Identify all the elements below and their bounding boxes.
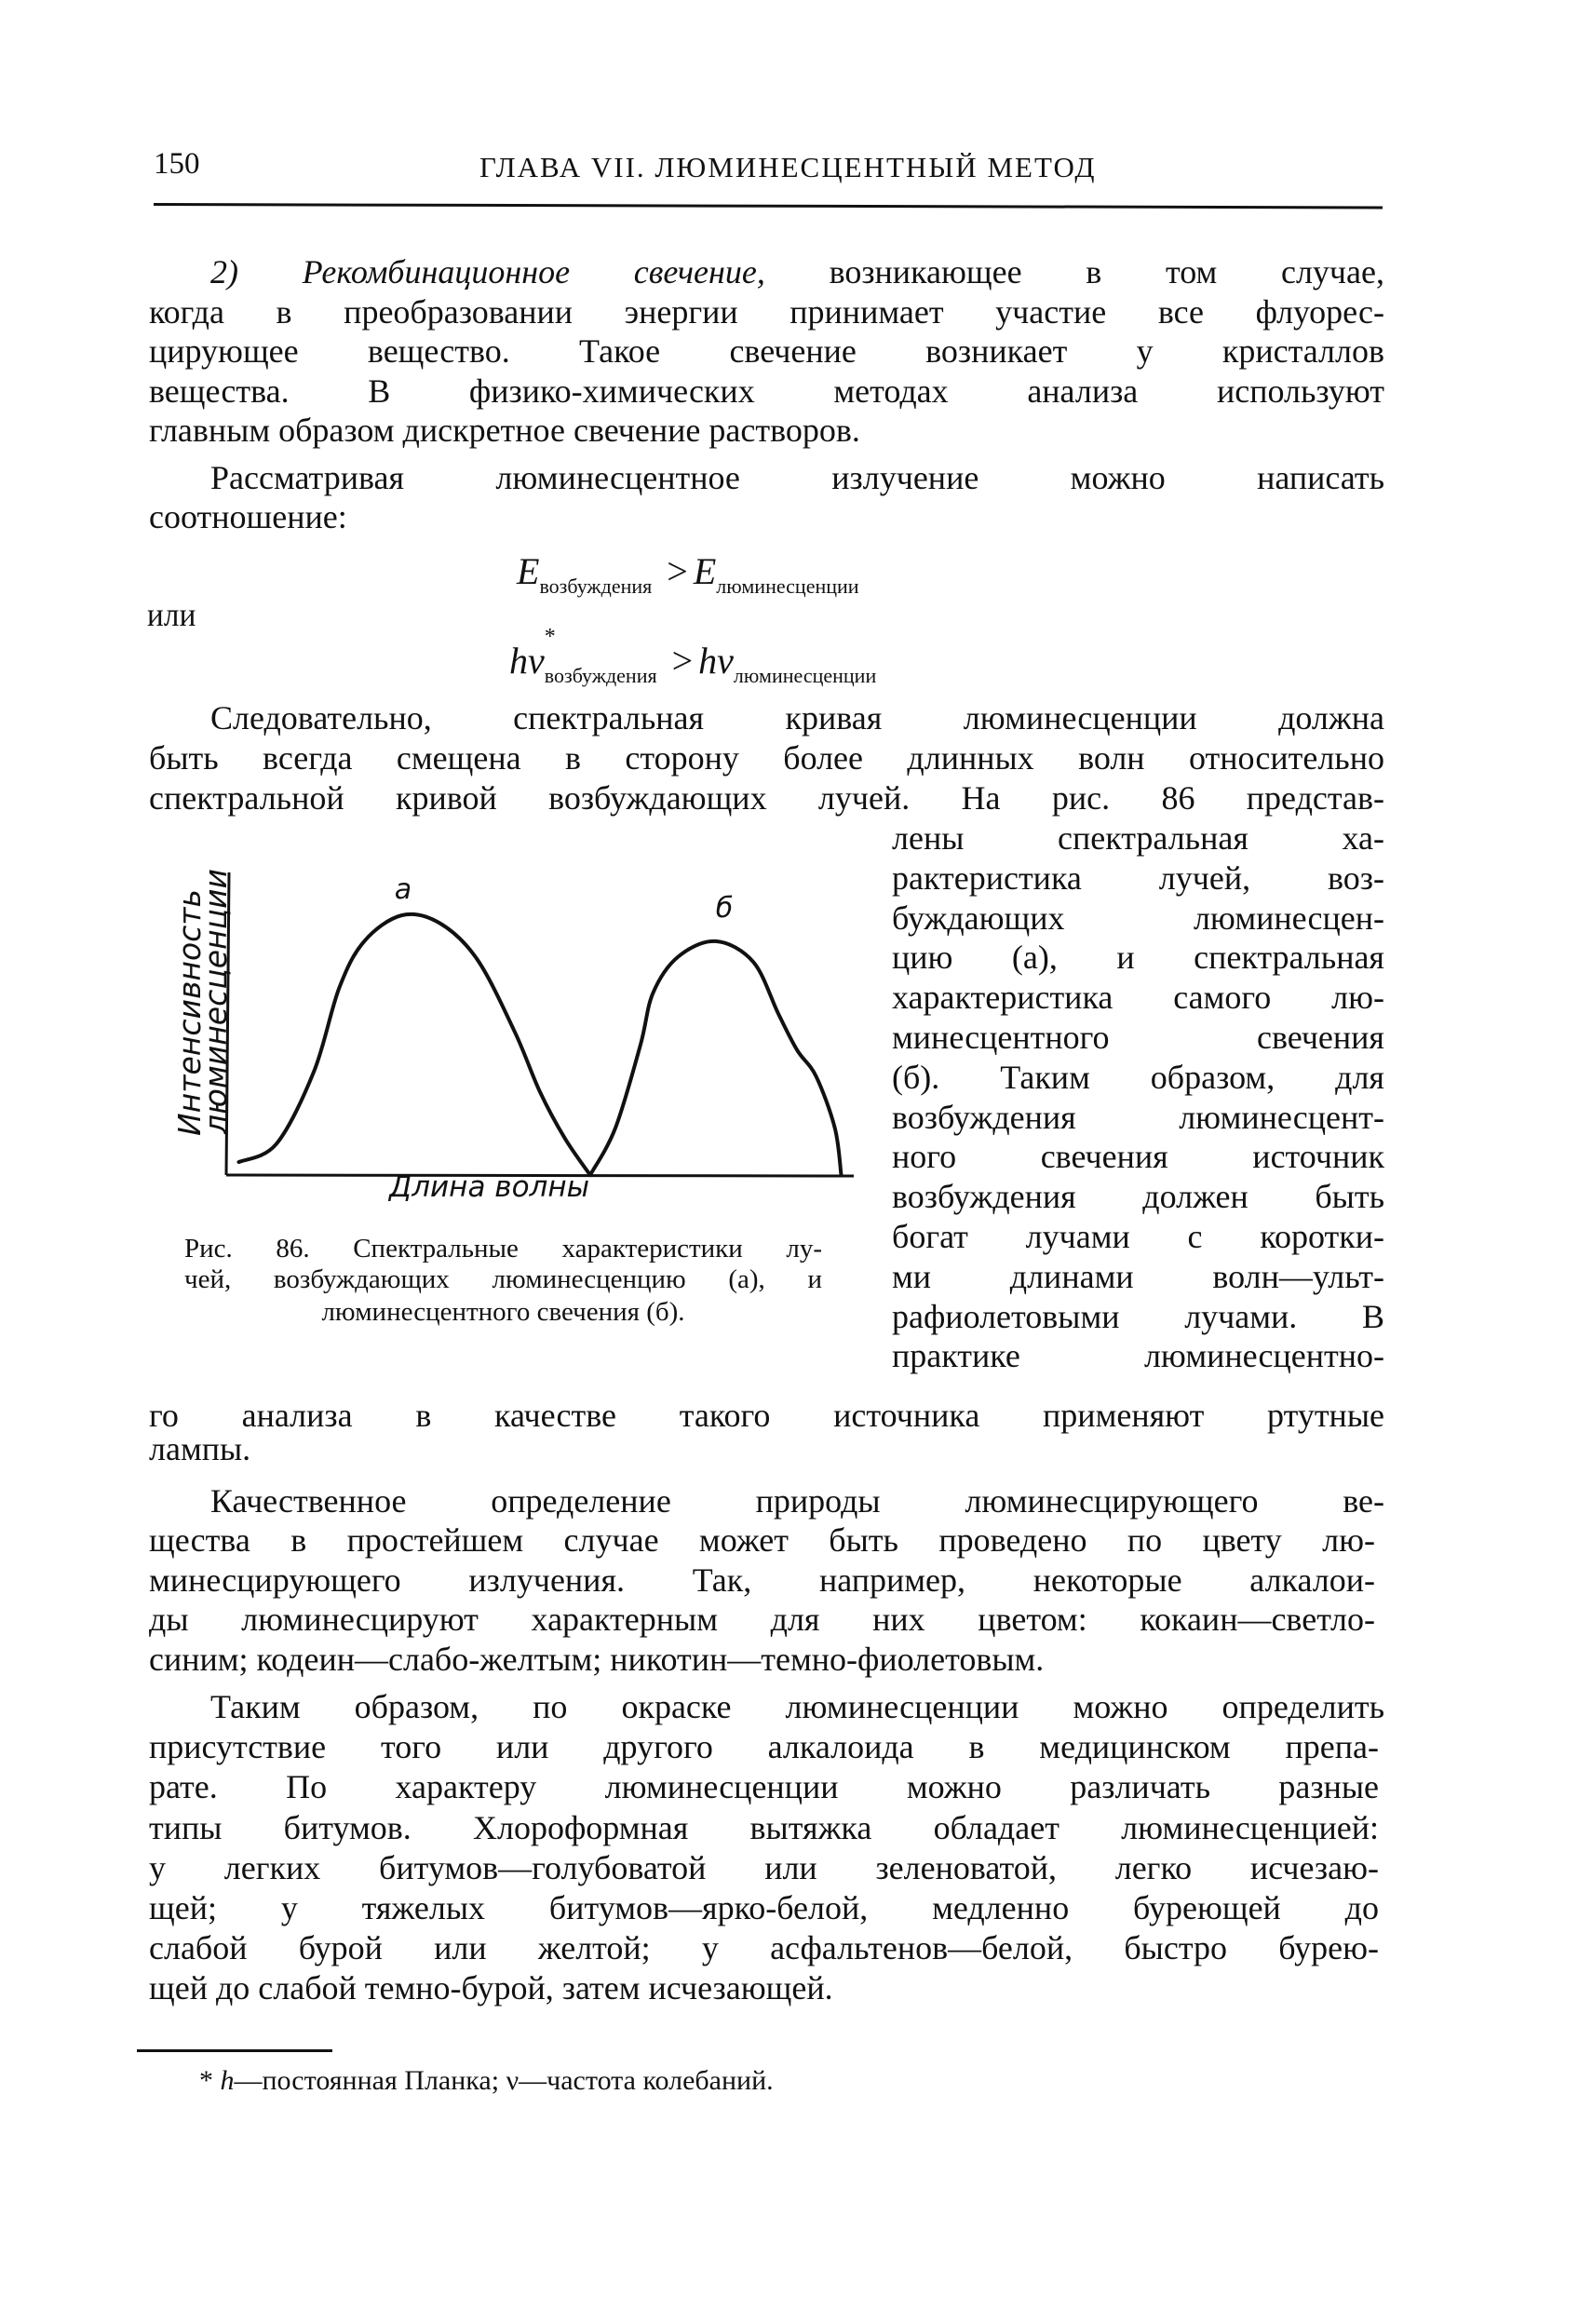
text-line: лены спектральная ха- — [892, 819, 1384, 857]
text-line: ного свечения источник — [892, 1138, 1384, 1176]
text-line: спектральной кривой возбуждающих лучей. На рис. 86 представ- — [149, 779, 1384, 817]
text-line: щей; у тяжелых битумов—ярко-белой, медленно буреющей до — [149, 1889, 1379, 1926]
text-line: рафиолетовыми лучами. В — [892, 1297, 1384, 1335]
text-line: чей, возбуждающих люминесценцию (а), и — [184, 1264, 822, 1294]
page-number: 150 — [154, 147, 200, 181]
text-line: Рис. 86. Спектральные характеристики лу- — [184, 1234, 822, 1263]
text-line: ды люминесцируют характерным для них цветом: кокаин—светло- — [149, 1601, 1375, 1639]
header-rule — [154, 203, 1383, 209]
text-line: синим; кодеин—слабо-желтым; никотин—темно-фиолетовым. — [149, 1640, 1045, 1678]
footnote-h-symbol: h — [220, 2065, 235, 2096]
text-line: вещества. В физико-химических методах анализа используют — [149, 372, 1384, 410]
y-axis-label-line1: Интенсивность — [171, 889, 208, 1136]
text-line: рактеристика лучей, воз- — [892, 858, 1384, 897]
text-line: Таким образом, по окраске люминесценции можно определить — [210, 1688, 1384, 1725]
eq1-operator: > — [667, 550, 688, 592]
series-line-a — [238, 914, 589, 1175]
text-line: минесцирующего излучения. Так, например, некоторые алкалои- — [149, 1561, 1375, 1599]
running-title: ГЛАВА VII. ЛЮМИНЕСЦЕНТНЫЙ МЕТОД — [479, 151, 1097, 183]
text-line: щей до слабой темно-бурой, затем исчезающей. — [149, 1969, 833, 2007]
text-line: присутствие того или другого алкалоида в медицинском препа- — [149, 1728, 1379, 1766]
text-line: Качественное определение природы люминесцирующего ве- — [210, 1482, 1384, 1520]
text-line: когда в преобразовании энергии принимает участие все флуорес- — [149, 292, 1384, 331]
text-line: лампы. — [149, 1430, 251, 1467]
text-line: буждающих люминесцен- — [892, 899, 1384, 937]
text-line: Рассматривая люминесцентное излучение можно написать — [210, 459, 1384, 496]
text-line: минесцентного свечения — [892, 1019, 1384, 1056]
footnote-rule — [137, 2049, 332, 2052]
eq2-operator: > — [671, 640, 694, 682]
text-line: рате. По характеру люминесценции можно различать разные — [149, 1768, 1379, 1806]
figure-86 — [149, 838, 875, 1285]
text-line: (б). Таким образом, для — [892, 1058, 1384, 1096]
text-line: го анализа в качестве такого источника применяют ртутные — [149, 1397, 1384, 1434]
eq2-rhs-sub: люминесценции — [733, 664, 877, 687]
series-label-b: б — [715, 891, 734, 925]
text-line: возбуждения должен быть — [892, 1178, 1384, 1216]
text-line: слабой бурой или желтой; у асфальтенов—белой, быстро бурею- — [149, 1929, 1379, 1967]
eq1-rhs-symbol: E — [693, 550, 717, 592]
footnote-marker: * — [199, 2065, 213, 2096]
text-line: цию (а), и спектральная — [892, 939, 1384, 977]
x-axis-label: Длина волны — [389, 1170, 590, 1204]
y-axis-label-line2: люминесценции — [197, 869, 234, 1134]
footnote-nu-symbol: ν — [506, 2065, 520, 2096]
footnote-h-text: —постоянная Планка; — [234, 2065, 500, 2096]
text-line: возбуждения люминесцент- — [892, 1098, 1384, 1136]
eq2-rhs-symbol: hν — [698, 640, 734, 682]
text-line: соотношение: — [149, 498, 347, 535]
text-line: Следовательно, спектральная кривая люминесценции должна — [210, 699, 1384, 736]
text-line: практике люминесцентно- — [892, 1337, 1384, 1375]
series-label-a: а — [394, 873, 412, 906]
text-line: характеристика самого лю- — [892, 979, 1384, 1017]
text-line: у легких битумов—голубоватой или зеленоватой, легко исчезаю- — [149, 1848, 1379, 1886]
series-line-b — [590, 941, 842, 1175]
eq2-asterisk: * — [544, 625, 556, 649]
text-line: щества в простейшем случае может быть проведено по цвету лю- — [149, 1521, 1375, 1560]
equation-photon — [509, 625, 877, 688]
text-line: ми длинами волн—ульт- — [892, 1257, 1384, 1295]
text-run: возникающее в том случае, — [764, 253, 1384, 290]
eq1-lhs-sub: возбуждения — [539, 574, 653, 598]
eq2-lhs-sub: возбуждения — [544, 664, 657, 687]
or-word: или — [147, 596, 196, 633]
text-line: богат лучами с коротки- — [892, 1218, 1384, 1255]
text-line: главным образом дискретное свечение растворов. — [149, 412, 860, 450]
eq1-rhs-sub: люминесценции — [716, 574, 859, 598]
footnote — [199, 2065, 774, 2097]
equation-energy — [517, 549, 859, 599]
italic-term: 2) Рекомбинационное свечение, — [210, 253, 765, 290]
eq2-lhs-symbol: hν — [509, 640, 545, 682]
text-line: люминесцентного свечения (б). — [321, 1297, 685, 1327]
spectral-chart — [149, 838, 875, 1285]
eq1-lhs-symbol: E — [517, 550, 540, 592]
footnote-nu-text: —частота колебаний. — [519, 2065, 774, 2096]
text-line: быть всегда смещена в сторону более длинных волн относительно — [149, 739, 1384, 777]
text-line: типы битумов. Хлороформная вытяжка обладает люминесценцией: — [149, 1808, 1379, 1846]
text-line: цирующее вещество. Такое свечение возникает у кристаллов — [149, 332, 1384, 371]
text-line — [210, 253, 1384, 290]
